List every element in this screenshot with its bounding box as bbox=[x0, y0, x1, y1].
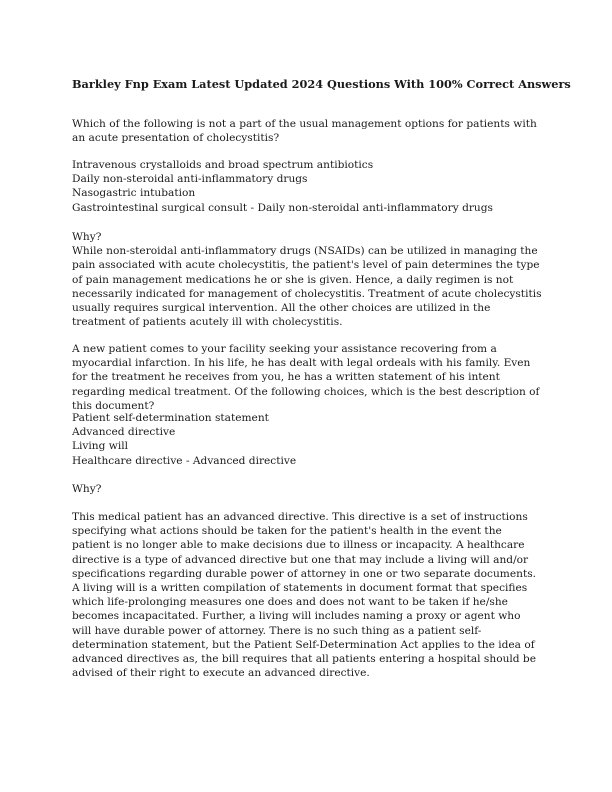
question-2-rationale bbox=[72, 510, 542, 680]
option-item: Patient self-determination statement bbox=[72, 412, 269, 424]
why-label: Why? bbox=[72, 483, 102, 495]
document-title: Barkley Fnp Exam Latest Updated 2024 Questions With 100% Correct Answers bbox=[72, 77, 571, 91]
question-2-why bbox=[72, 482, 542, 496]
option-item: Intravenous crystalloids and broad spectrum antibiotics bbox=[72, 159, 374, 171]
explanation-text: This medical patient has an advanced directive. This directive is a set of instructions specifying what actions should be taken for the patient's health in the event the patient is no longer able to make decisions due to illness or incapacity. A healthcare directive is a type of advanced directive but one that may include a living will and/or specifications regarding durable power of attorney in one or two separate documents. A living will is a written compilation of statements in document format that specifies which life-prolonging measures one does and does not want to be taken if he/she becomes incapacitated. Further, a living will includes naming a proxy or agent who will have durable power of attorney. There is no such thing as a patient self-determination statement, but the Patient Self-Determination Act applies to the idea of advanced directives as, the bill requires that all patients entering a hospital should be advised of their right to execute an advanced directive. bbox=[72, 511, 536, 680]
option-item: Living will bbox=[72, 440, 128, 453]
why-label: Why? bbox=[72, 231, 102, 243]
option-item: Nasogastric intubation bbox=[72, 187, 196, 200]
question-1 bbox=[72, 117, 542, 145]
explanation-text: While non-steroidal anti-inflammatory drugs (NSAIDs) can be utilized in managing the pain associated with acute cholecystitis, the patient's level of pain determines the type of pain management medications he or she is given. Hence, a daily regimen is not necessarily indicated for management of cholecystitis. Treatment of acute cholecystitis usually requires surgical intervention. All the other choices are utilized in the treatment of patients acutely ill with cholecystitis. bbox=[72, 245, 542, 329]
option-item: Healthcare directive - Advanced directive bbox=[72, 454, 297, 467]
option-item: Daily non-steroidal anti-inflammatory drugs bbox=[72, 173, 308, 186]
option-item: Advanced directive bbox=[72, 426, 176, 439]
question-2 bbox=[72, 342, 542, 413]
option-item: Gastrointestinal surgical consult - Daily non-steroidal anti-inflammatory drugs bbox=[72, 201, 493, 214]
question-2-text: A new patient comes to your facility seeking your assistance recovering from a myocardial infarction. In his life, he has dealt with legal ordeals with his family. Even for the treatment he receives from you, he has a written statement of his intent regarding medical treatment. Of the following choices, which is the best description of this document? bbox=[72, 343, 540, 412]
question-1-options bbox=[72, 158, 542, 215]
question-1-rationale bbox=[72, 230, 542, 329]
question-2-options bbox=[72, 411, 542, 468]
question-1-text: Which of the following is not a part of the usual management options for patients with an acute presentation of cholecystitis? bbox=[72, 118, 537, 145]
